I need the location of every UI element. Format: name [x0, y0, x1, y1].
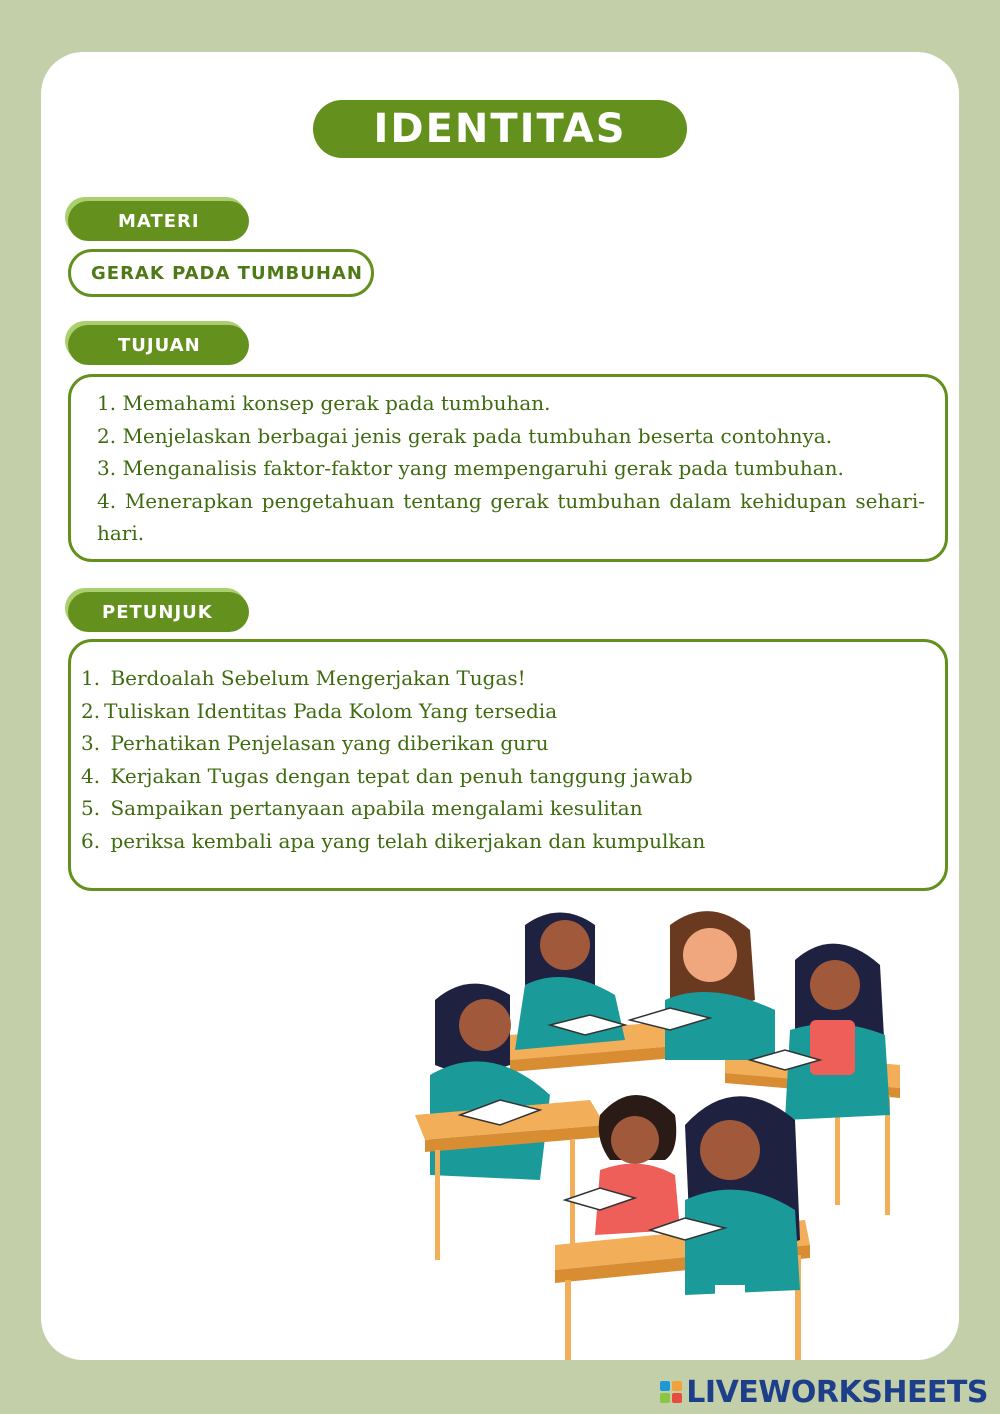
petunjuk-item: 6. periksa kembali apa yang telah dikerjakan dan kumpulkan [81, 828, 706, 853]
petunjuk-item: 3. Perhatikan Penjelasan yang diberikan guru [81, 731, 549, 755]
petunjuk-item: 5. Sampaikan pertanyaan apabila mengalami kesulitan [81, 796, 643, 820]
tujuan-item: 1. Memahami konsep gerak pada tumbuhan. [97, 391, 551, 415]
materi-label: MATERI [68, 201, 249, 241]
petunjuk-label: PETUNJUK [68, 592, 249, 632]
students-classroom-illustration [415, 900, 915, 1360]
student-back-center [665, 911, 775, 1060]
tujuan-item: 3. Menganalisis faktor-faktor yang mempengaruhi gerak pada tumbuhan. [97, 456, 844, 480]
tujuan-item: 2. Menjelaskan berbagai jenis gerak pada tumbuhan beserta contohnya. [97, 423, 833, 448]
student-front-right [685, 1096, 800, 1335]
brand-text: LIVEWORKSHEETS [686, 1374, 988, 1410]
petunjuk-item: 4. Kerjakan Tugas dengan tepat dan penuh tanggung jawab [81, 763, 693, 788]
materi-value-box: GERAK PADA TUMBUHAN [68, 249, 374, 297]
page-title: IDENTITAS [313, 100, 687, 158]
petunjuk-item: 1. Berdoalah Sebelum Mengerjakan Tugas! [81, 666, 526, 690]
liveworksheets-logo-icon [660, 1381, 682, 1403]
student-back-right [785, 944, 890, 1120]
tujuan-item: 4. Menerapkan pengetahuan tentang gerak tumbuhan dalam kehidupan sehari-hari. [97, 488, 925, 545]
petunjuk-item: 2. Tuliskan Identitas Pada Kolom Yang tersedia [81, 698, 558, 723]
petunjuk-box [68, 639, 948, 891]
tujuan-label: TUJUAN [68, 325, 249, 365]
liveworksheets-brand[interactable] [660, 1374, 988, 1410]
tujuan-box [68, 374, 948, 562]
student-front-center [595, 1095, 680, 1235]
